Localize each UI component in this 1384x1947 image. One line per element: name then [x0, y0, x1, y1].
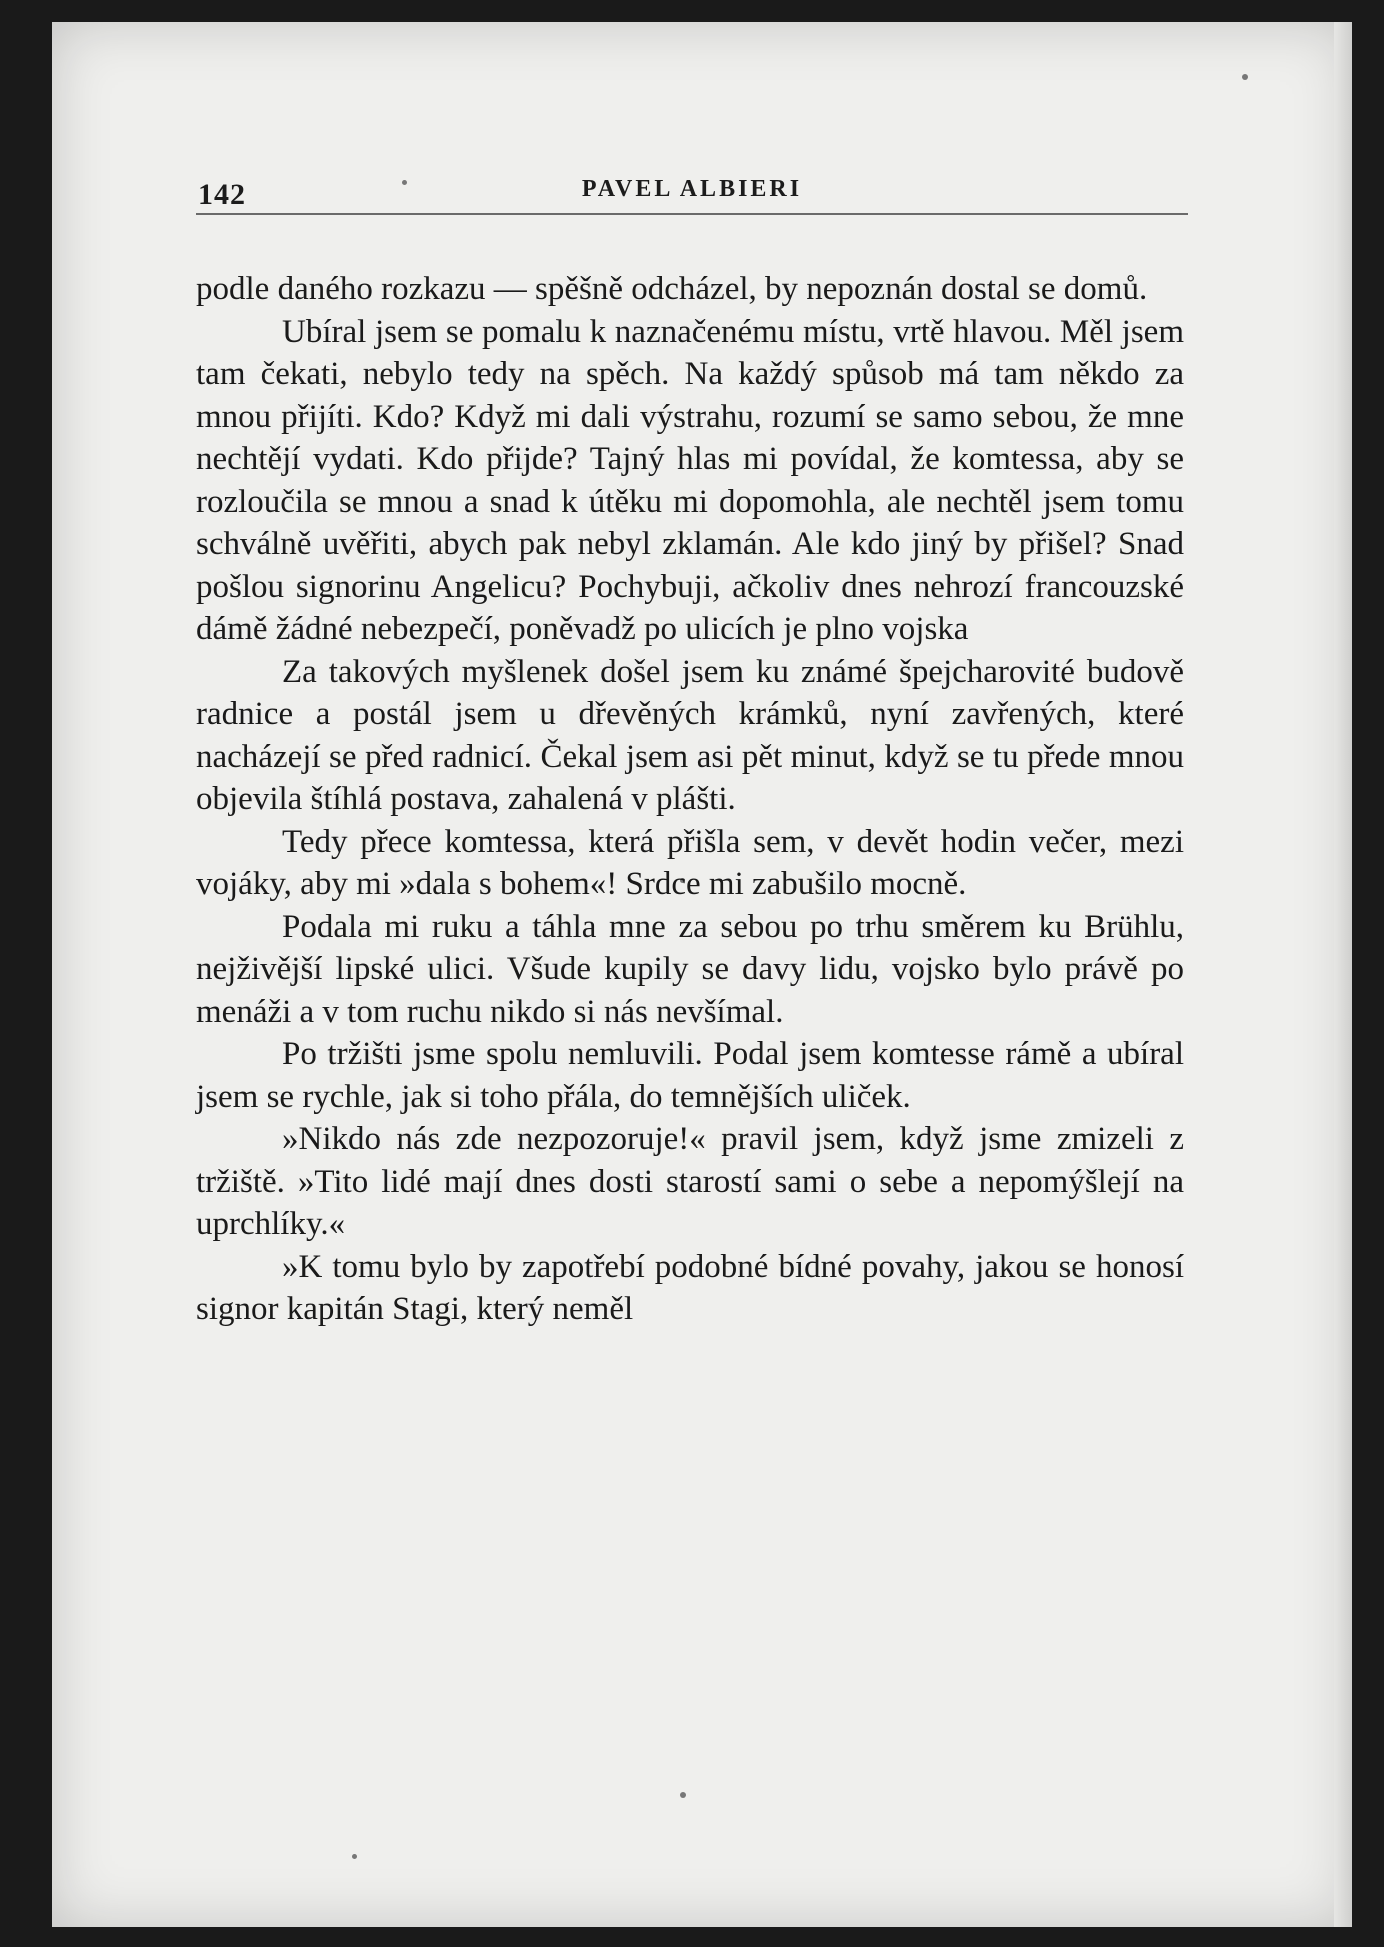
- paragraph: Po tržišti jsme spolu nemluvili. Podal jsem komtesse rámě a ubíral jsem se rychle, jak si toho přála, do temnějších uliček.: [196, 1036, 1184, 1115]
- page-edge: [1334, 22, 1352, 1927]
- page-header: [196, 168, 1188, 210]
- page-number: 142: [198, 178, 246, 211]
- paragraph: »Nikdo nás zde nezpozoruje!« pravil jsem, když jsme zmizeli z tržiště. »Tito lidé mají dnes dosti starostí sami o sebe a nepomýšlejí na uprchlíky.«: [196, 1121, 1184, 1242]
- paragraph: »K tomu bylo by zapotřebí podobné bídné povahy, jakou se honosí signor kapitán Stagi, který neměl: [196, 1248, 1184, 1327]
- paragraph: Za takových myšlenek došel jsem ku známé špejcharovité budově radnice a postál jsem u dřevěných krámků, nyní zavřených, které nacházejí se před radnicí. Čekal jsem asi pět minut, když se tu přede mnou objevila štíhlá postava, zahalená v plášti.: [196, 653, 1184, 817]
- dust-speck: [680, 1792, 686, 1798]
- paragraph: Tedy přece komtessa, která přišla sem, v devět hodin večer, mezi vojáky, aby mi »dala s bohem«! Srdce mi zabušilo mocně.: [196, 823, 1184, 902]
- paragraph: Podala mi ruku a táhla mne za sebou po trhu směrem ku Brühlu, nejživější lipské ulici. Všude kupily se davy lidu, vojsko bylo právě po menáži a v tom ruchu nikdo si nás nevšímal.: [196, 908, 1184, 1030]
- paragraph: podle daného rozkazu — spěšně odcházel, by nepoznán dostal se domů.: [196, 271, 1148, 307]
- running-title: PAVEL ALBIERI: [581, 176, 803, 202]
- dust-speck: [352, 1854, 357, 1859]
- body-text: [196, 268, 1184, 1331]
- paragraph: Ubíral jsem se pomalu k naznačenému místu, vrtě hlavou. Měl jsem tam čekati, nebylo tedy na spěch. Na každý spůsob má tam někdo za mnou přijíti. Kdo? Když mi dali výstrahu, rozumí se samo sebou, že mne nechtějí vydati. Kdo přijde? Tajný hlas mi povídal, že komtessa, aby se rozloučila se mnou a snad k útěku mi dopomohla, ale nechtěl jsem tomu schválně uvěřiti, abych pak nebyl zklamán. Ale kdo jiný by přišel? Snad pošlou signorinu Angelicu? Pochybuji, ačkoliv dnes nehrozí francouzské dámě žádné nebezpečí, poněvadž po ulicích je plno vojska: [196, 313, 1184, 647]
- header-rule: [196, 213, 1188, 215]
- dust-speck: [1242, 74, 1248, 80]
